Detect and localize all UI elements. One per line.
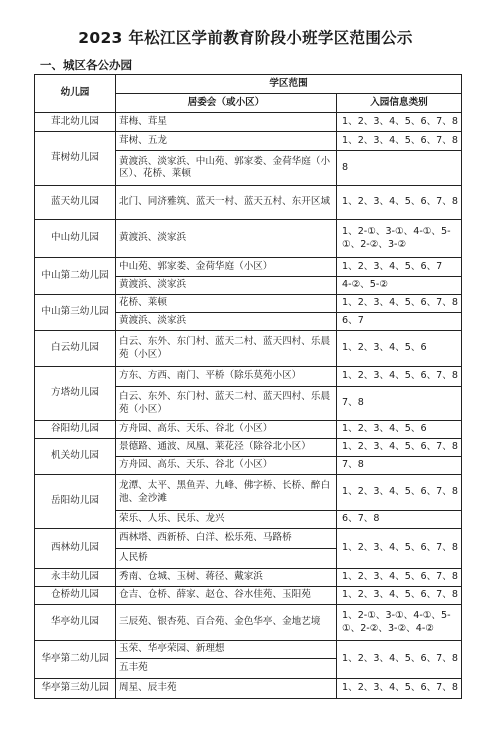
community-cell: 黄渡浜、淡家浜 bbox=[116, 277, 337, 295]
kindergarten-name: 中山第二幼儿园 bbox=[35, 258, 116, 295]
kindergarten-name: 茸北幼儿园 bbox=[35, 113, 116, 132]
kindergarten-name: 方塔幼儿园 bbox=[35, 367, 116, 421]
table-row bbox=[35, 679, 462, 699]
community-cell: 方舟园、高乐、天乐、谷北（小区） bbox=[116, 421, 337, 439]
category-cell: 1、2、3、4、5、6、7、8 bbox=[337, 132, 462, 151]
community-cell: 人民桥 bbox=[116, 549, 337, 569]
kindergarten-name: 白云幼儿园 bbox=[35, 331, 116, 367]
table-row bbox=[35, 220, 462, 258]
community-cell: 周星、辰丰苑 bbox=[116, 679, 337, 699]
community-cell: 黄渡浜、淡家浜 bbox=[116, 220, 337, 258]
category-cell: 1、2、3、4、5、6、7 bbox=[337, 258, 462, 277]
category-cell: 1、2、3、4、5、6、7、8 bbox=[337, 679, 462, 699]
kindergarten-name: 谷阳幼儿园 bbox=[35, 421, 116, 439]
table-row bbox=[35, 295, 462, 313]
community-cell: 景德路、通波、凤凰、莱花泾（除谷北小区） bbox=[116, 439, 337, 457]
category-cell: 1、2、3、4、5、6、7、8 bbox=[337, 295, 462, 313]
table-row bbox=[35, 367, 462, 387]
kindergarten-name: 机关幼儿园 bbox=[35, 439, 116, 475]
header-community: 居委会（或小区） bbox=[116, 94, 337, 113]
kindergarten-name: 中山幼儿园 bbox=[35, 220, 116, 258]
kindergarten-name: 华亭第三幼儿园 bbox=[35, 679, 116, 699]
community-cell: 荣乐、人乐、民乐、龙兴 bbox=[116, 511, 337, 529]
table-row bbox=[35, 475, 462, 511]
community-cell: 白云、东外、东门村、蓝天二村、蓝天四村、乐晨苑（小区） bbox=[116, 387, 337, 421]
table-row bbox=[35, 439, 462, 457]
community-cell: 方东、方西、南门、平桥（除乐莫苑小区） bbox=[116, 367, 337, 387]
category-cell: 7、8 bbox=[337, 457, 462, 475]
category-cell: 1、2、3、4、5、6、7、8 bbox=[337, 475, 462, 511]
category-cell: 7、8 bbox=[337, 387, 462, 421]
kindergarten-name: 仓桥幼儿园 bbox=[35, 587, 116, 605]
category-cell: 1、2、3、4、5、6、7、8 bbox=[337, 529, 462, 569]
category-cell: 1、2、3、4、5、6、7、8 bbox=[337, 186, 462, 220]
community-cell: 西林塔、西新桥、白洋、松乐苑、马路桥 bbox=[116, 529, 337, 549]
table-row bbox=[35, 186, 462, 220]
community-cell: 仓吉、仓桥、薛家、赵仓、谷水佳苑、玉阳苑 bbox=[116, 587, 337, 605]
kindergarten-name: 永丰幼儿园 bbox=[35, 569, 116, 587]
community-cell: 三辰苑、银杏苑、百合苑、金色华亭、金地艺境 bbox=[116, 605, 337, 641]
table-row bbox=[35, 641, 462, 659]
community-cell: 黄渡浜、淡家浜、中山苑、郭家娄、金荷华庭（小区）、花桥、莱顿 bbox=[116, 151, 337, 186]
table-row bbox=[35, 605, 462, 641]
category-cell: 1、2-①、3-①、4-①、5-①、2-②、3-②、4-② bbox=[337, 605, 462, 641]
header-row-1 bbox=[35, 75, 462, 94]
table-row bbox=[35, 529, 462, 549]
category-cell: 1、2、3、4、5、6、7、8 bbox=[337, 113, 462, 132]
kindergarten-name: 华亭第二幼儿园 bbox=[35, 641, 116, 679]
kindergarten-name: 华亭幼儿园 bbox=[35, 605, 116, 641]
community-cell: 中山苑、郭家娄、金荷华庭（小区） bbox=[116, 258, 337, 277]
table-row bbox=[35, 421, 462, 439]
community-cell: 秀南、仓城、玉树、蒋径、戴家浜 bbox=[116, 569, 337, 587]
table-row bbox=[35, 258, 462, 277]
header-kindergarten: 幼儿园 bbox=[35, 75, 116, 113]
table-row bbox=[35, 331, 462, 367]
header-district-scope: 学区范围 bbox=[116, 75, 462, 94]
community-cell: 五丰苑 bbox=[116, 659, 337, 679]
category-cell: 6、7、8 bbox=[337, 511, 462, 529]
header-category: 入园信息类别 bbox=[337, 94, 462, 113]
category-cell: 1、2、3、4、5、6 bbox=[337, 421, 462, 439]
table-row bbox=[35, 132, 462, 151]
category-cell: 8 bbox=[337, 151, 462, 186]
table-body bbox=[35, 75, 462, 699]
table-row bbox=[35, 569, 462, 587]
category-cell: 4-②、5-② bbox=[337, 277, 462, 295]
category-cell: 6、7 bbox=[337, 313, 462, 331]
category-cell: 1、2、3、4、5、6、7、8 bbox=[337, 439, 462, 457]
community-cell: 黄渡浜、淡家浜 bbox=[116, 313, 337, 331]
community-cell: 花桥、莱顿 bbox=[116, 295, 337, 313]
table-row bbox=[35, 587, 462, 605]
kindergarten-name: 中山第三幼儿园 bbox=[35, 295, 116, 331]
community-cell: 方舟园、高乐、天乐、谷北（小区） bbox=[116, 457, 337, 475]
table-row bbox=[35, 113, 462, 132]
category-cell: 1、2、3、4、5、6、7、8 bbox=[337, 641, 462, 679]
community-cell: 白云、东外、东门村、蓝天二村、蓝天四村、乐晨苑（小区） bbox=[116, 331, 337, 367]
kindergarten-name: 茸树幼儿园 bbox=[35, 132, 116, 186]
category-cell: 1、2、3、4、5、6、7、8 bbox=[337, 367, 462, 387]
category-cell: 1、2、3、4、5、6、7、8 bbox=[337, 587, 462, 605]
community-cell: 茸梅、茸星 bbox=[116, 113, 337, 132]
community-cell: 龙潭、太平、黑鱼弄、九峰、佛字桥、长桥、醉白池、金沙滩 bbox=[116, 475, 337, 511]
kindergarten-name: 蓝天幼儿园 bbox=[35, 186, 116, 220]
section-heading: 一、城区各公办园 bbox=[40, 58, 132, 72]
community-cell: 玉荣、华亭荣园、新理想 bbox=[116, 641, 337, 659]
kindergarten-name: 岳阳幼儿园 bbox=[35, 475, 116, 529]
district-table bbox=[34, 74, 462, 699]
community-cell: 茸树、五龙 bbox=[116, 132, 337, 151]
community-cell: 北门、同济雅筑、蓝天一村、蓝天五村、东开区域 bbox=[116, 186, 337, 220]
page-title: 2023 年松江区学前教育阶段小班学区范围公示 bbox=[78, 29, 413, 47]
kindergarten-name: 西林幼儿园 bbox=[35, 529, 116, 569]
category-cell: 1、2、3、4、5、6 bbox=[337, 331, 462, 367]
category-cell: 1、2-①、3-①、4-①、5-①、2-②、3-② bbox=[337, 220, 462, 258]
category-cell: 1、2、3、4、5、6、7、8 bbox=[337, 569, 462, 587]
